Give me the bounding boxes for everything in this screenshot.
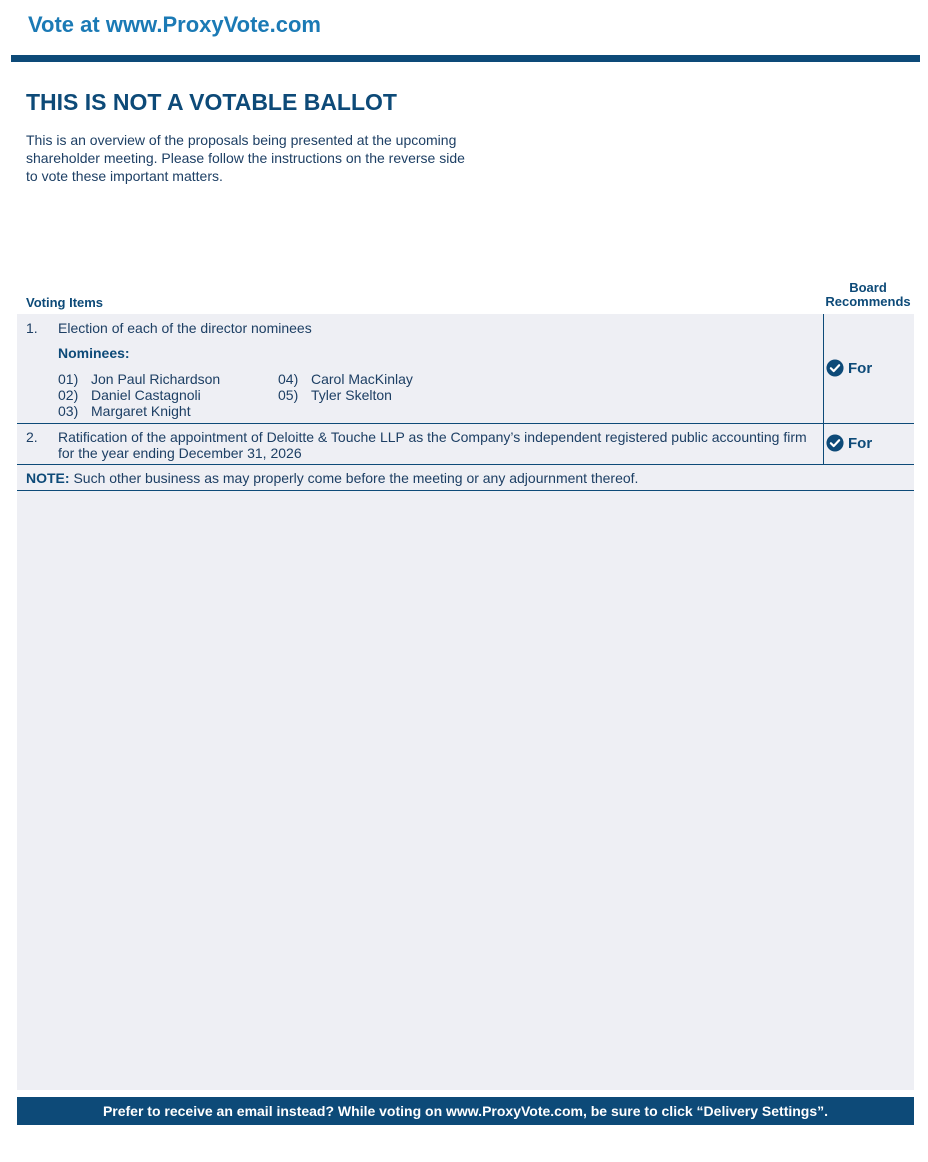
intro-paragraph: This is an overview of the proposals being presented at the upcoming shareholder meeting. Please follow the instructions on the reverse side to vote these important matters. — [26, 132, 465, 184]
voting-items-heading: Voting Items — [26, 295, 104, 310]
note-body: Such other business as may properly come before the meeting or any adjournment thereof. — [73, 470, 639, 486]
nominee-name: Tyler Skelton — [311, 387, 392, 403]
column-divider — [823, 424, 824, 464]
voting-item-1 — [17, 314, 914, 424]
board-recommendation — [826, 359, 872, 377]
note-label: NOTE: — [26, 470, 70, 486]
recommendation-label: For — [848, 359, 873, 377]
note-row — [17, 465, 914, 491]
nominee-number: 02) — [58, 387, 79, 403]
note-text — [26, 470, 638, 486]
nominee-entry — [278, 371, 413, 387]
top-divider — [11, 55, 920, 62]
check-circle-icon — [826, 434, 844, 452]
page-title: THIS IS NOT A VOTABLE BALLOT — [26, 89, 397, 115]
nominee-entry — [278, 387, 392, 403]
nominee-entry — [58, 403, 191, 419]
item-description: Ratification of the appointment of Deloitte & Touche LLP as the Company’s independent registered public accounting firm for the year ending December 31, 2026 — [58, 429, 807, 461]
nominee-number: 05) — [278, 387, 299, 403]
board-recommends-heading: Board Recommends — [825, 280, 911, 309]
proxyvote-link[interactable]: Vote at www.ProxyVote.com — [28, 12, 321, 37]
voting-item-2 — [17, 424, 914, 465]
nominee-number: 04) — [278, 371, 299, 387]
nominee-entry — [58, 371, 220, 387]
nominee-name: Jon Paul Richardson — [91, 371, 221, 387]
nominee-entry — [58, 387, 201, 403]
nominee-number: 01) — [58, 371, 79, 387]
nominee-number: 03) — [58, 403, 79, 419]
nominee-name: Carol MacKinlay — [311, 371, 413, 387]
nominee-name: Daniel Castagnoli — [91, 387, 201, 403]
nominees-heading: Nominees: — [58, 345, 130, 361]
footer-banner: Prefer to receive an email instead? While voting on www.ProxyVote.com, be sure to click “Delivery Settings”. — [17, 1097, 914, 1125]
nominee-name: Margaret Knight — [91, 403, 191, 419]
recommendation-label: For — [848, 434, 873, 452]
column-divider — [823, 314, 824, 423]
check-circle-icon — [826, 359, 844, 377]
item-description: Election of each of the director nominees — [58, 320, 312, 336]
board-recommendation — [826, 434, 872, 452]
item-number: 2. — [26, 429, 38, 445]
item-number: 1. — [26, 320, 38, 336]
